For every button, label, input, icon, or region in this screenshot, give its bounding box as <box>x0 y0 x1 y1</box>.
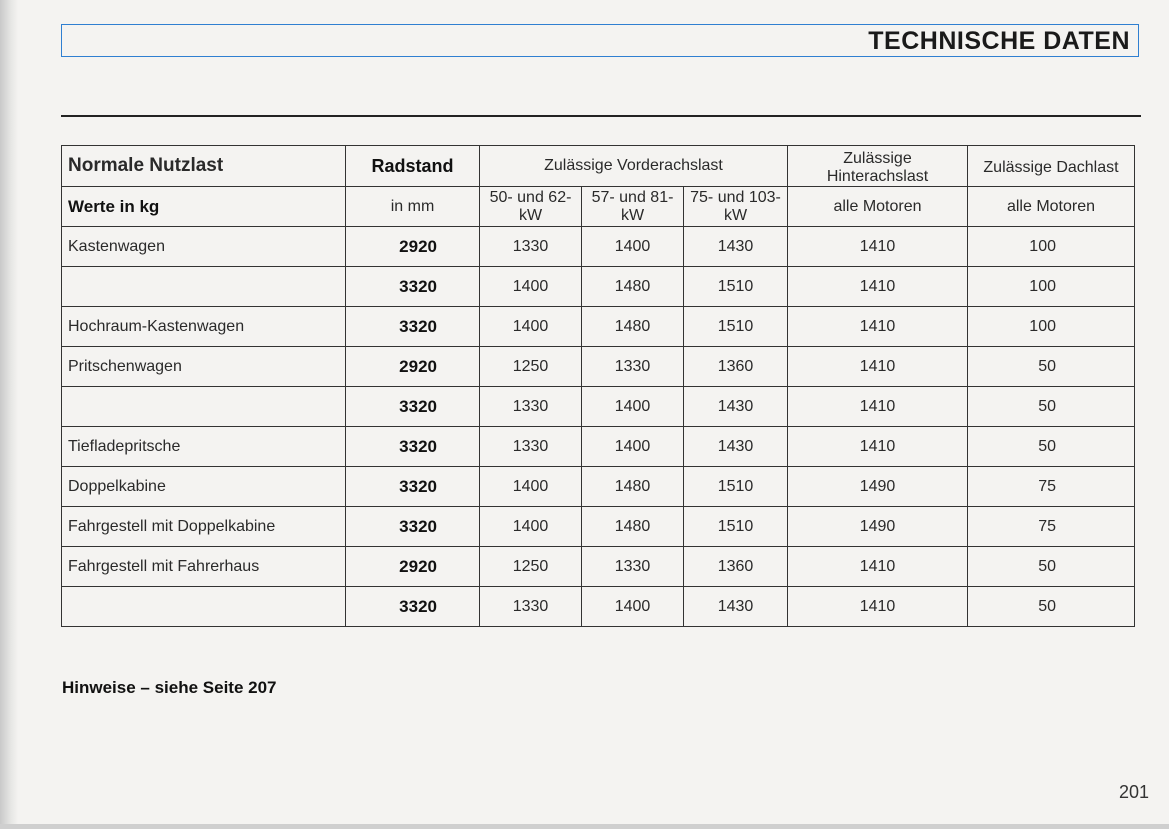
dachlast-value: 50 <box>968 347 1135 387</box>
table-row <box>62 547 1135 587</box>
vorderachs-50kw-value: 1250 <box>480 547 582 587</box>
vorderachs-57kw-value: 1400 <box>582 387 684 427</box>
radstand-value: 2920 <box>346 347 480 387</box>
hinterachs-value: 1410 <box>788 347 968 387</box>
kw75-label: 75- und 103-kW <box>684 187 788 227</box>
vorderachs-57kw-value: 1330 <box>582 547 684 587</box>
row-label: Hochraum-Kastenwagen <box>62 307 346 347</box>
dachlast-value: 50 <box>968 547 1135 587</box>
table-row <box>62 427 1135 467</box>
table-title: Normale Nutzlast <box>62 146 346 187</box>
table-header-row <box>62 146 1135 187</box>
table-row <box>62 267 1135 307</box>
hint-text: Hinweise – siehe Seite 207 <box>62 678 277 697</box>
radstand-value: 3320 <box>346 507 480 547</box>
vorderachs-75kw-value: 1430 <box>684 227 788 267</box>
radstand-value: 2920 <box>346 547 480 587</box>
dachlast-value: 100 <box>968 227 1135 267</box>
row-label: Doppelkabine <box>62 467 346 507</box>
row-label <box>62 267 346 307</box>
dachlast-value: 75 <box>968 467 1135 507</box>
row-label <box>62 387 346 427</box>
hinterachs-value: 1490 <box>788 467 968 507</box>
kw50-label: 50- und 62-kW <box>480 187 582 227</box>
vorderachs-50kw-value: 1330 <box>480 427 582 467</box>
vorderachs-50kw-value: 1400 <box>480 307 582 347</box>
hinterachs-value: 1490 <box>788 507 968 547</box>
vorderachs-57kw-value: 1400 <box>582 427 684 467</box>
radstand-value: 3320 <box>346 427 480 467</box>
table-row <box>62 307 1135 347</box>
payload-table <box>61 145 1135 627</box>
vorderachs-57kw-value: 1400 <box>582 587 684 627</box>
header-rule <box>61 115 1141 117</box>
hinterachs-value: 1410 <box>788 547 968 587</box>
dachlast-header: Zulässige Dachlast <box>968 146 1135 187</box>
row-label: Fahrgestell mit Fahrerhaus <box>62 547 346 587</box>
vorderachs-57kw-value: 1330 <box>582 347 684 387</box>
vorderachs-50kw-value: 1330 <box>480 387 582 427</box>
page-gutter-shadow <box>0 0 18 829</box>
radstand-value: 3320 <box>346 587 480 627</box>
vorderachs-75kw-value: 1360 <box>684 347 788 387</box>
table-row <box>62 587 1135 627</box>
dachlast-value: 75 <box>968 507 1135 547</box>
hinterachs-value: 1410 <box>788 307 968 347</box>
page-bottom-edge <box>0 824 1169 829</box>
page-title: TECHNISCHE DATEN <box>868 27 1130 55</box>
vorderachs-50kw-value: 1250 <box>480 347 582 387</box>
row-label: Pritschenwagen <box>62 347 346 387</box>
vorderachs-75kw-value: 1430 <box>684 587 788 627</box>
vorderachs-57kw-value: 1480 <box>582 467 684 507</box>
page-number: 201 <box>1118 782 1149 802</box>
dachlast-value: 100 <box>968 267 1135 307</box>
vorderachs-75kw-value: 1430 <box>684 387 788 427</box>
table-row <box>62 347 1135 387</box>
table-row <box>62 227 1135 267</box>
dach-alle-motoren: alle Motoren <box>968 187 1135 227</box>
vorderachs-50kw-value: 1330 <box>480 587 582 627</box>
table-row <box>62 387 1135 427</box>
vorderachs-75kw-value: 1510 <box>684 507 788 547</box>
row-label: Kastenwagen <box>62 227 346 267</box>
dachlast-value: 100 <box>968 307 1135 347</box>
row-label: Tiefladepritsche <box>62 427 346 467</box>
radstand-value: 3320 <box>346 387 480 427</box>
header-frame <box>61 24 1139 57</box>
vorderachs-75kw-value: 1360 <box>684 547 788 587</box>
hinterachslast-header: Zulässige Hinterachslast <box>788 146 968 187</box>
vorderachs-57kw-value: 1480 <box>582 267 684 307</box>
radstand-header: Radstand <box>346 146 480 187</box>
vorderachs-75kw-value: 1430 <box>684 427 788 467</box>
hinterachs-value: 1410 <box>788 227 968 267</box>
table-row <box>62 507 1135 547</box>
radstand-value: 3320 <box>346 267 480 307</box>
radstand-value: 3320 <box>346 307 480 347</box>
hinter-alle-motoren: alle Motoren <box>788 187 968 227</box>
row-label: Fahrgestell mit Doppelkabine <box>62 507 346 547</box>
dachlast-value: 50 <box>968 387 1135 427</box>
vorderachs-50kw-value: 1400 <box>480 507 582 547</box>
hinterachs-value: 1410 <box>788 267 968 307</box>
vorderachs-57kw-value: 1400 <box>582 227 684 267</box>
row-label <box>62 587 346 627</box>
vorderachs-50kw-value: 1400 <box>480 267 582 307</box>
werte-label: Werte in kg <box>62 187 346 227</box>
dachlast-value: 50 <box>968 427 1135 467</box>
dachlast-value: 50 <box>968 587 1135 627</box>
radstand-value: 2920 <box>346 227 480 267</box>
vorderachs-75kw-value: 1510 <box>684 267 788 307</box>
hinterachs-value: 1410 <box>788 427 968 467</box>
hinterachs-value: 1410 <box>788 587 968 627</box>
table-subheader-row <box>62 187 1135 227</box>
vorderachs-50kw-value: 1330 <box>480 227 582 267</box>
kw57-label: 57- und 81-kW <box>582 187 684 227</box>
vorderachslast-header: Zulässige Vorderachslast <box>480 146 788 187</box>
vorderachs-57kw-value: 1480 <box>582 307 684 347</box>
radstand-value: 3320 <box>346 467 480 507</box>
vorderachs-75kw-value: 1510 <box>684 467 788 507</box>
vorderachs-57kw-value: 1480 <box>582 507 684 547</box>
vorderachs-50kw-value: 1400 <box>480 467 582 507</box>
mm-label: in mm <box>346 187 480 227</box>
hinterachs-value: 1410 <box>788 387 968 427</box>
table-row <box>62 467 1135 507</box>
vorderachs-75kw-value: 1510 <box>684 307 788 347</box>
